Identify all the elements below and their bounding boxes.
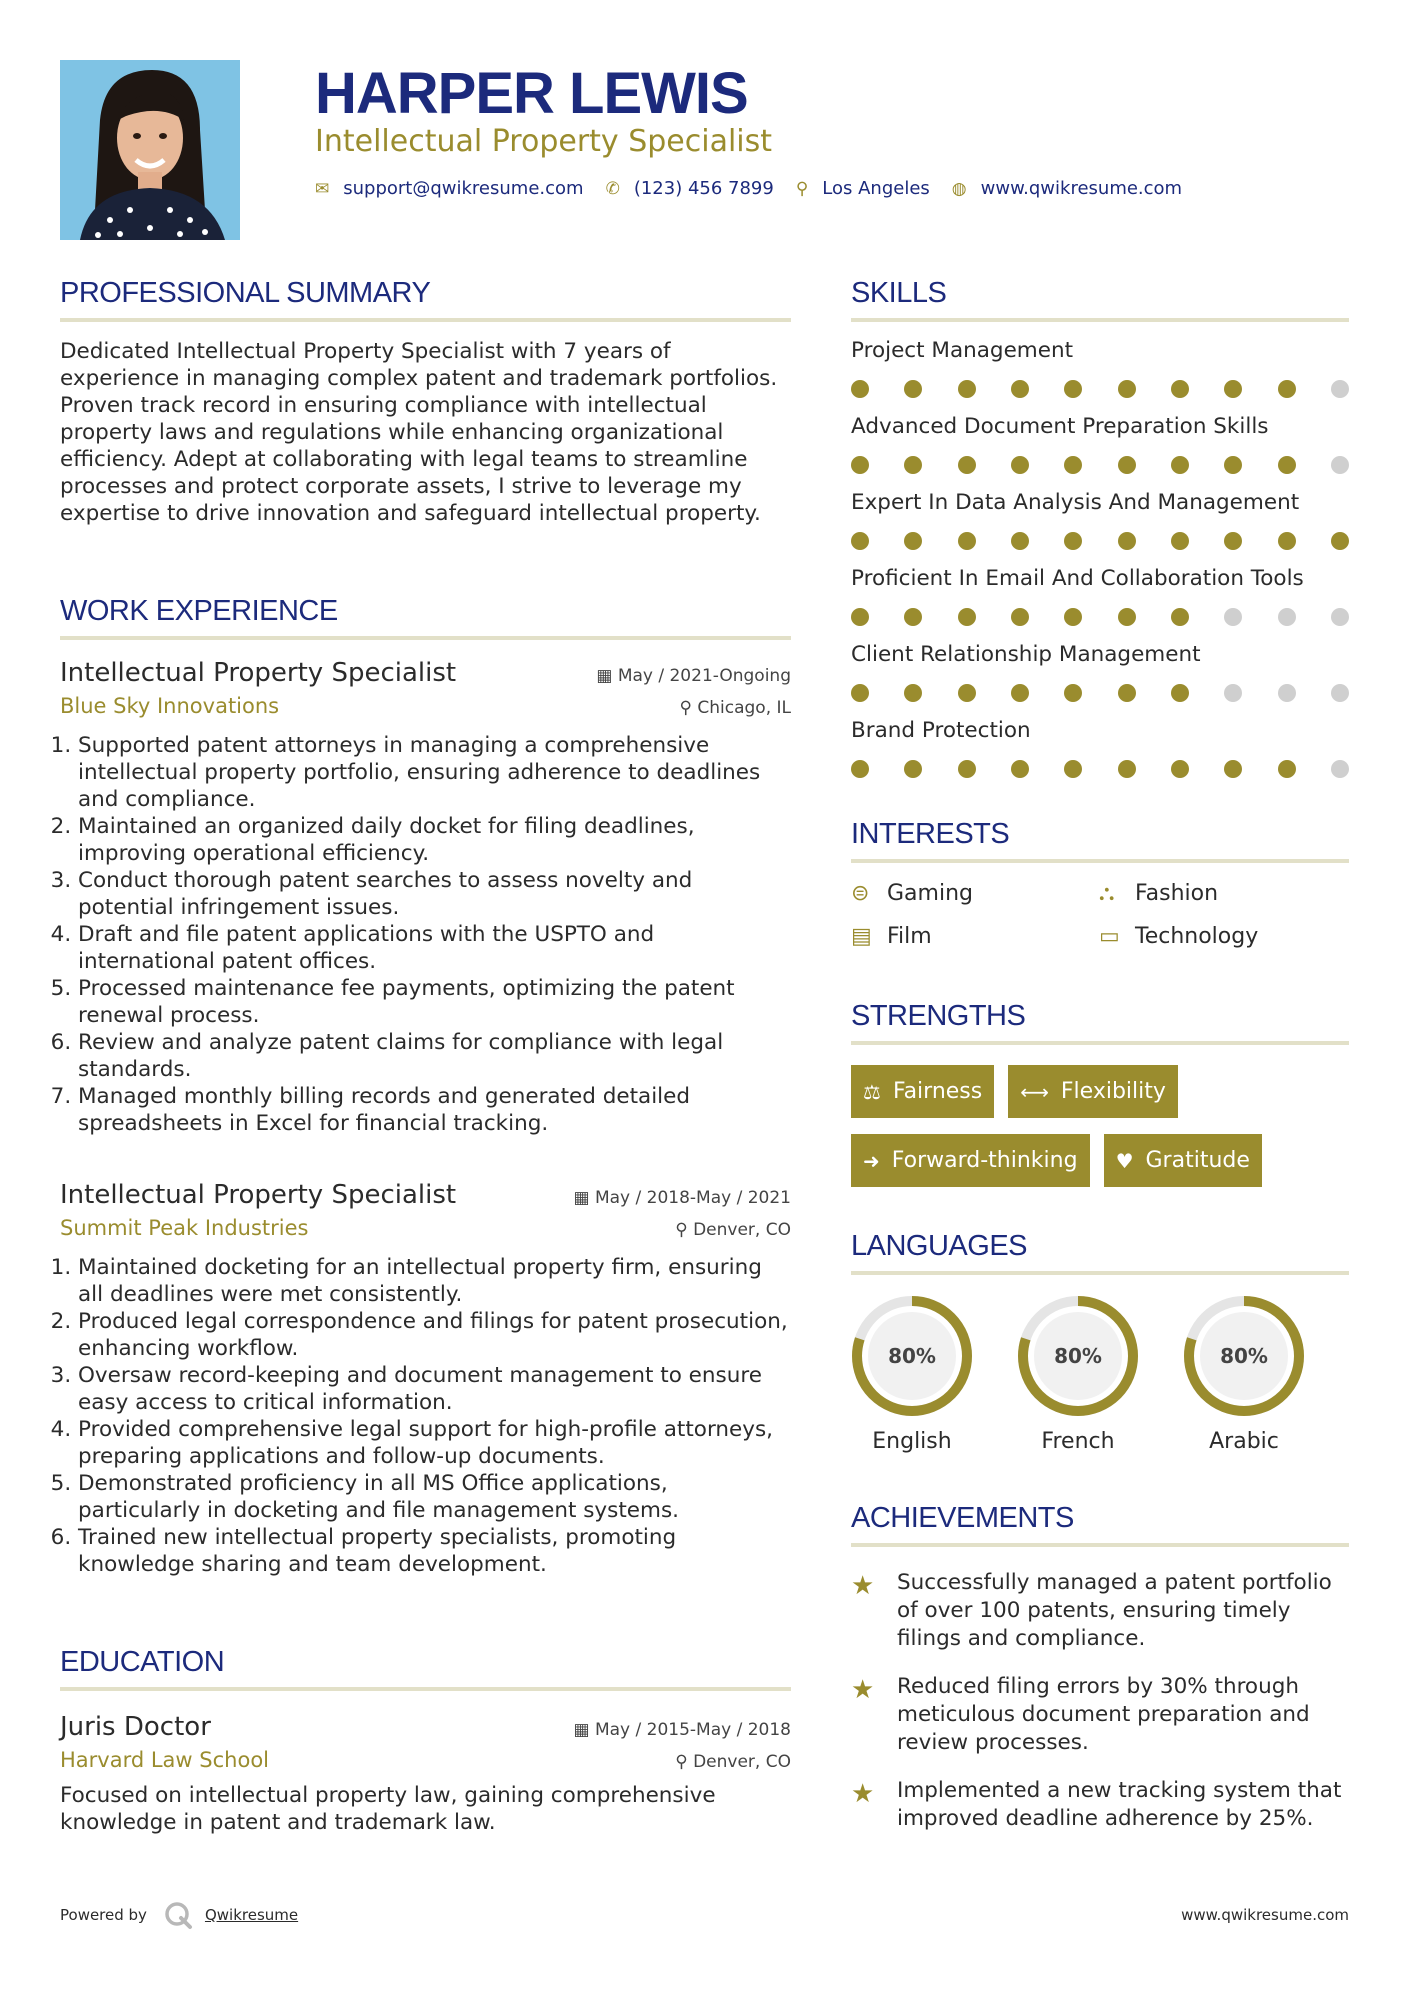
- interests-list: [851, 881, 1349, 949]
- section-divider: [851, 318, 1349, 322]
- strength-label: Forward-thinking: [891, 1148, 1078, 1173]
- section-divider: [60, 1687, 791, 1691]
- language-name: English: [872, 1429, 952, 1454]
- list-item: 5. Processed maintenance fee payments, optimizing the patent renewal process.: [78, 975, 791, 1029]
- achievements-section: [851, 1502, 1349, 1833]
- rating-dot-empty: [1331, 380, 1349, 398]
- candidate-name: HARPER LEWIS: [315, 61, 748, 126]
- rating-dot-filled: [1011, 608, 1029, 626]
- star-icon: ★: [851, 1779, 875, 1809]
- calendar-icon: ▦: [573, 1720, 595, 1740]
- skill-rating: [851, 380, 1349, 398]
- rating-dot-filled: [958, 380, 976, 398]
- interest-item: [1099, 924, 1349, 949]
- rating-dot-filled: [958, 760, 976, 778]
- rating-dot-filled: [851, 760, 869, 778]
- school-name: Harvard Law School: [60, 1748, 269, 1772]
- strength-badge: [1104, 1134, 1262, 1187]
- language-percent: 80%: [888, 1344, 936, 1368]
- gamepad-icon: ⊜: [851, 881, 870, 906]
- email-link[interactable]: support@qwikresume.com: [343, 178, 584, 199]
- rating-dot-filled: [904, 760, 922, 778]
- rating-dot-empty: [1331, 456, 1349, 474]
- rating-dot-filled: [851, 456, 869, 474]
- rating-dot-filled: [1278, 760, 1296, 778]
- map-pin-icon: ⚲: [795, 178, 809, 199]
- rating-dot-filled: [1064, 532, 1082, 550]
- job-date: ▦ May / 2018-May / 2021: [573, 1188, 791, 1208]
- rating-dot-filled: [1278, 380, 1296, 398]
- interests-section: [851, 818, 1349, 949]
- pin-icon: ⚲: [675, 1220, 694, 1240]
- language-ring: [851, 1295, 973, 1417]
- job-entry-1: [60, 658, 791, 1137]
- summary-section: [60, 277, 791, 527]
- rating-dot-filled: [1118, 760, 1136, 778]
- skill-item: [851, 338, 1349, 398]
- rating-dot-filled: [851, 608, 869, 626]
- strength-badge: [851, 1065, 994, 1118]
- footer-powered-by: [60, 1900, 298, 1930]
- calendar-icon: ▦: [596, 666, 618, 686]
- list-item: 1. Supported patent attorneys in managing a comprehensive intellectual property portfolio, ensuring adherence to deadlines and compliance.: [78, 732, 791, 813]
- rating-dot-filled: [1011, 380, 1029, 398]
- language-percent: 80%: [1054, 1344, 1102, 1368]
- rating-dot-filled: [958, 684, 976, 702]
- strength-label: Gratitude: [1145, 1148, 1250, 1173]
- section-divider: [851, 1041, 1349, 1045]
- list-item: 2. Maintained an organized daily docket for filing deadlines, improving operational efficiency.: [78, 813, 791, 867]
- languages-list: [851, 1295, 1349, 1454]
- rating-dot-filled: [904, 608, 922, 626]
- skills-section: [851, 277, 1349, 794]
- interest-item: [851, 881, 1099, 906]
- rating-dot-filled: [1011, 532, 1029, 550]
- section-divider: [851, 1271, 1349, 1275]
- profile-photo: [60, 60, 240, 240]
- achievement-item: [851, 1673, 1349, 1757]
- phone-text: (123) 456 7899: [633, 178, 774, 199]
- summary-text: Dedicated Intellectual Property Specialist with 7 years of experience in managing complex patent and trademark portfolios. Proven track record in ensuring compliance with intellectual property laws and regulations while enhancing organizational efficiency. Adept at collaborating with legal teams to streamline processes and protect corporate assets, I strive to leverage my expertise to drive innovation and safeguard intellectual property.: [60, 339, 778, 526]
- job-bullets: [60, 732, 791, 1137]
- rating-dot-filled: [1064, 380, 1082, 398]
- rating-dot-filled: [904, 684, 922, 702]
- job-location: ⚲ Denver, CO: [675, 1220, 791, 1240]
- star-icon: ★: [851, 1571, 875, 1601]
- skill-rating: [851, 608, 1349, 626]
- language-name: Arabic: [1209, 1429, 1279, 1454]
- languages-heading: LANGUAGES: [851, 1230, 1027, 1262]
- list-item: 4. Draft and file patent applications with the USPTO and international patent offices.: [78, 921, 791, 975]
- footer-website-link[interactable]: www.qwikresume.com: [1181, 1906, 1349, 1924]
- summary-heading: PROFESSIONAL SUMMARY: [60, 277, 431, 309]
- skill-rating: [851, 684, 1349, 702]
- skill-item: [851, 566, 1349, 626]
- rating-dot-filled: [1064, 608, 1082, 626]
- star-icon: ★: [851, 1675, 875, 1705]
- list-item: 7. Managed monthly billing records and generated detailed spreadsheets in Excel for financial tracking.: [78, 1083, 791, 1137]
- list-item: 6. Review and analyze patent claims for compliance with legal standards.: [78, 1029, 791, 1083]
- section-divider: [60, 636, 791, 640]
- experience-heading: WORK EXPERIENCE: [60, 595, 338, 627]
- list-item: 4. Provided comprehensive legal support for high-profile attorneys, preparing applications and follow-up documents.: [78, 1416, 791, 1470]
- achievement-item: [851, 1569, 1349, 1653]
- rating-dot-filled: [851, 532, 869, 550]
- list-item: 5. Demonstrated proficiency in all MS Office applications, particularly in docketing and file management systems.: [78, 1470, 791, 1524]
- skills-heading: SKILLS: [851, 277, 947, 309]
- rating-dot-filled: [1171, 380, 1189, 398]
- list-item: 3. Oversaw record-keeping and document management to ensure easy access to critical information.: [78, 1362, 791, 1416]
- rating-dot-filled: [1171, 684, 1189, 702]
- skills-list: [851, 338, 1349, 778]
- rating-dot-filled: [1118, 380, 1136, 398]
- interests-heading: INTERESTS: [851, 818, 1010, 850]
- job-company: Blue Sky Innovations: [60, 694, 280, 718]
- rating-dot-empty: [1224, 608, 1242, 626]
- education-entry: [60, 1712, 791, 1836]
- language-ring: [1017, 1295, 1139, 1417]
- list-item: 2. Produced legal correspondence and filings for patent prosecution, enhancing workflow.: [78, 1308, 791, 1362]
- rating-dot-filled: [958, 456, 976, 474]
- arrows-horizontal-icon: ⟷: [1020, 1079, 1049, 1104]
- rating-dot-filled: [1011, 684, 1029, 702]
- rating-dot-filled: [1224, 380, 1242, 398]
- skill-name: Expert In Data Analysis And Management: [851, 490, 1300, 515]
- rating-dot-filled: [1118, 456, 1136, 474]
- strength-badge: [1008, 1065, 1178, 1118]
- rating-dot-filled: [904, 456, 922, 474]
- rating-dot-empty: [1331, 760, 1349, 778]
- achievement-text: Implemented a new tracking system that improved deadline adherence by 25%.: [897, 1778, 1342, 1831]
- strength-badge: [851, 1134, 1090, 1187]
- interest-item: [1099, 881, 1349, 906]
- website-link[interactable]: www.qwikresume.com: [980, 178, 1183, 199]
- strengths-heading: STRENGTHS: [851, 1000, 1026, 1032]
- heart-icon: ♥: [1115, 1148, 1134, 1173]
- film-icon: ▤: [851, 924, 872, 949]
- rating-dot-filled: [958, 608, 976, 626]
- rating-dot-filled: [851, 380, 869, 398]
- rating-dot-filled: [1278, 532, 1296, 550]
- rating-dot-filled: [1224, 760, 1242, 778]
- rating-dot-filled: [904, 532, 922, 550]
- job-entry-2: [60, 1180, 791, 1578]
- rating-dot-filled: [1171, 456, 1189, 474]
- skill-name: Brand Protection: [851, 718, 1031, 743]
- rating-dot-filled: [1118, 608, 1136, 626]
- rating-dot-filled: [1011, 760, 1029, 778]
- contact-bar: [315, 178, 1204, 199]
- job-date: ▦ May / 2021-Ongoing: [596, 666, 791, 686]
- language-percent: 80%: [1220, 1344, 1268, 1368]
- achievement-text: Successfully managed a patent portfolio of over 100 patents, ensuring timely filings and compliance.: [897, 1570, 1332, 1651]
- skill-rating: [851, 456, 1349, 474]
- skill-name: Advanced Document Preparation Skills: [851, 414, 1269, 439]
- calendar-icon: ▦: [573, 1188, 595, 1208]
- powered-by-label: Powered by: [60, 1906, 147, 1924]
- interest-label: Gaming: [887, 881, 973, 906]
- achievement-text: Reduced filing errors by 30% through meticulous document preparation and review processes.: [897, 1674, 1310, 1755]
- list-item: 3. Conduct thorough patent searches to assess novelty and potential infringement issues.: [78, 867, 791, 921]
- rating-dot-filled: [1331, 532, 1349, 550]
- job-role: Intellectual Property Specialist: [60, 1180, 457, 1210]
- achievement-item: [851, 1777, 1349, 1833]
- rating-dot-empty: [1331, 608, 1349, 626]
- envelope-icon: ✉: [315, 178, 330, 199]
- achievements-list: [851, 1569, 1349, 1833]
- job-bullets: [60, 1254, 791, 1578]
- section-divider: [851, 859, 1349, 863]
- skill-rating: [851, 760, 1349, 778]
- rating-dot-filled: [1224, 456, 1242, 474]
- interest-label: Technology: [1135, 924, 1259, 949]
- job-location: ⚲ Chicago, IL: [679, 698, 791, 718]
- education-location: ⚲ Denver, CO: [675, 1752, 791, 1772]
- job-role: Intellectual Property Specialist: [60, 658, 457, 688]
- education-heading: EDUCATION: [60, 1646, 225, 1678]
- experience-section: [60, 595, 791, 640]
- pin-icon: ⚲: [675, 1752, 694, 1772]
- list-item: 6. Trained new intellectual property specialists, promoting knowledge sharing and team development.: [78, 1524, 791, 1578]
- language-item: [851, 1295, 1017, 1454]
- rating-dot-filled: [1171, 532, 1189, 550]
- skill-item: [851, 642, 1349, 702]
- interest-item: [851, 924, 1099, 949]
- skill-item: [851, 490, 1349, 550]
- rating-dot-empty: [1278, 684, 1296, 702]
- rating-dot-filled: [1064, 456, 1082, 474]
- rating-dot-filled: [958, 532, 976, 550]
- laptop-icon: ▭: [1099, 924, 1120, 949]
- education-section: [60, 1646, 791, 1691]
- rating-dot-empty: [1331, 684, 1349, 702]
- achievements-heading: ACHIEVEMENTS: [851, 1502, 1074, 1534]
- list-item: 1. Maintained docketing for an intellectual property firm, ensuring all deadlines were met consistently.: [78, 1254, 791, 1308]
- strengths-section: [851, 1000, 1349, 1187]
- arrow-right-icon: ➜: [863, 1148, 880, 1173]
- portrait-illustration: [60, 60, 240, 240]
- rating-dot-filled: [904, 380, 922, 398]
- rating-dot-filled: [851, 684, 869, 702]
- rating-dot-filled: [1171, 608, 1189, 626]
- job-company: Summit Peak Industries: [60, 1216, 309, 1240]
- qwikresume-logo-icon: [163, 1900, 193, 1930]
- rating-dot-filled: [1118, 684, 1136, 702]
- language-ring: [1183, 1295, 1305, 1417]
- language-item: [1183, 1295, 1349, 1454]
- rating-dot-empty: [1224, 684, 1242, 702]
- skill-name: Proficient In Email And Collaboration Tools: [851, 566, 1304, 591]
- strength-label: Flexibility: [1060, 1079, 1166, 1104]
- education-description: Focused on intellectual property law, gaining comprehensive knowledge in patent and trademark law.: [60, 1783, 716, 1835]
- languages-section: [851, 1230, 1349, 1454]
- section-divider: [60, 318, 791, 322]
- pin-icon: ⚲: [679, 698, 698, 718]
- strength-label: Fairness: [892, 1079, 983, 1104]
- rating-dot-filled: [1224, 532, 1242, 550]
- rating-dot-filled: [1118, 532, 1136, 550]
- skill-name: Project Management: [851, 338, 1074, 363]
- skill-rating: [851, 532, 1349, 550]
- interest-label: Film: [887, 924, 932, 949]
- strengths-list: [851, 1065, 1349, 1187]
- degree-name: Juris Doctor: [60, 1712, 211, 1742]
- section-divider: [851, 1543, 1349, 1547]
- interest-label: Fashion: [1135, 881, 1219, 906]
- skill-name: Client Relationship Management: [851, 642, 1201, 667]
- rating-dot-filled: [1064, 684, 1082, 702]
- shopping-bag-icon: ⛬: [1099, 881, 1115, 906]
- phone-icon: ✆: [605, 178, 620, 199]
- skill-item: [851, 718, 1349, 778]
- rating-dot-filled: [1064, 760, 1082, 778]
- footer-brand-link[interactable]: Qwikresume: [204, 1906, 299, 1924]
- rating-dot-filled: [1278, 456, 1296, 474]
- language-item: [1017, 1295, 1183, 1454]
- skill-item: [851, 414, 1349, 474]
- rating-dot-filled: [1171, 760, 1189, 778]
- globe-icon: ◍: [951, 178, 967, 199]
- language-name: French: [1041, 1429, 1115, 1454]
- location-text: Los Angeles: [822, 178, 930, 199]
- balance-scale-icon: ⚖: [863, 1079, 881, 1104]
- education-date: ▦ May / 2015-May / 2018: [573, 1720, 791, 1740]
- candidate-title: Intellectual Property Specialist: [315, 124, 773, 159]
- rating-dot-filled: [1011, 456, 1029, 474]
- rating-dot-empty: [1278, 608, 1296, 626]
